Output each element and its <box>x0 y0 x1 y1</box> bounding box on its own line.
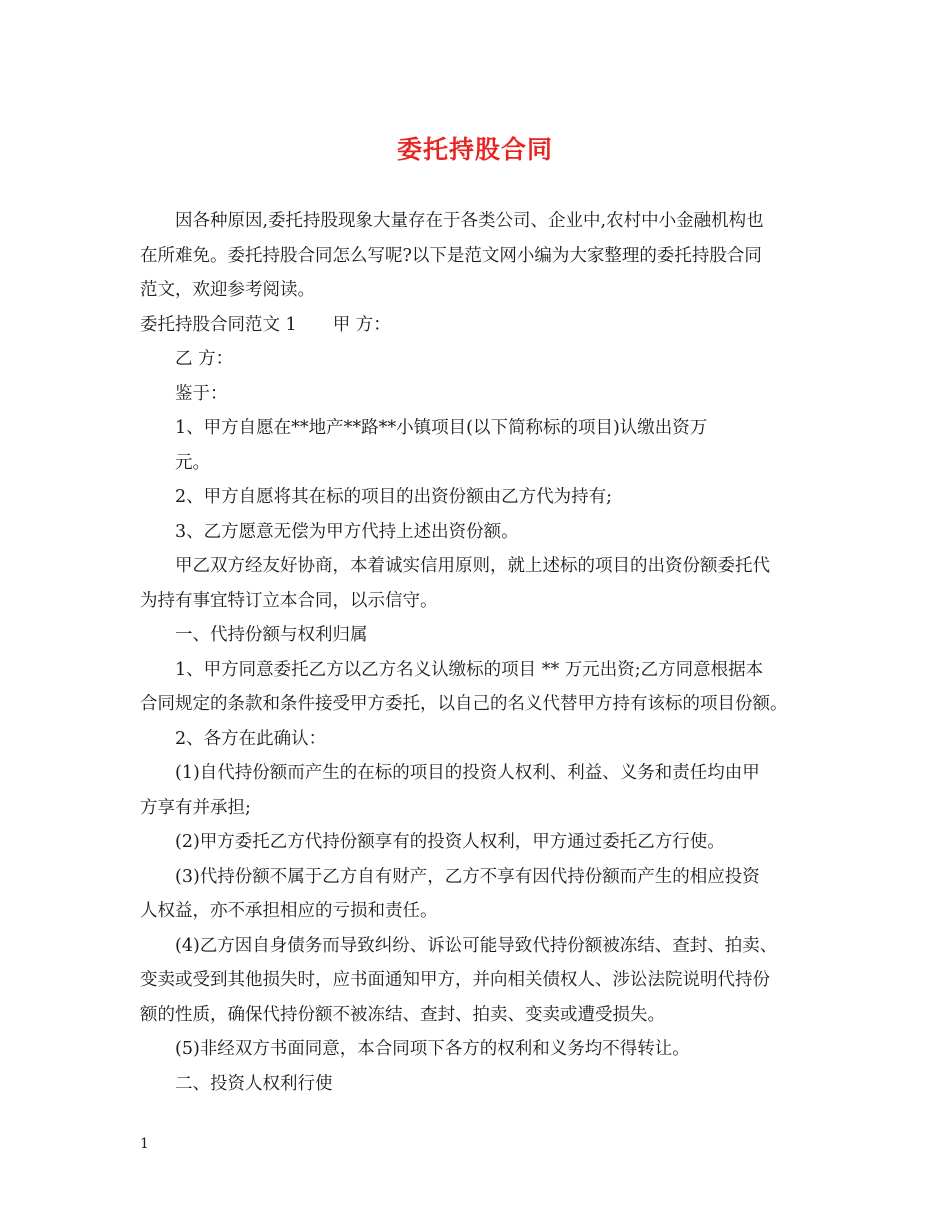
paragraph-line: (3)代持份额不属于乙方自有财产，乙方不享有因代持份额而产生的相应投资 <box>175 866 760 887</box>
party-b-label: 乙 方： <box>175 349 234 369</box>
paragraph-line: (2)甲方委托乙方代持份额享有的投资人权利，甲方通过委托乙方行使。 <box>175 832 725 852</box>
paragraph-line: 1、甲方自愿在**地产**路**小镇项目(以下简称标的项目)认缴出资万 <box>175 418 708 438</box>
party-a-label: 甲 方： <box>332 314 391 335</box>
paragraph-line: 2、甲方自愿将其在标的项目的出资份额由乙方代为持有; <box>175 487 613 507</box>
sample-heading: 委托持股合同范文 1 <box>140 314 297 335</box>
paragraph-line: (4)乙方因自身债务而导致纠纷、诉讼可能导致代持份额被冻结、查封、拍卖、 <box>175 935 778 956</box>
paragraph-line: 变卖或受到其他损失时，应书面通知甲方，并向相关债权人、涉讼法院说明代持份 <box>140 970 770 990</box>
paragraph-line: 1、甲方同意委托乙方以乙方名义认缴标的项目 ** 万元出资;乙方同意根据本 <box>175 659 764 680</box>
paragraph-line: 范文，欢迎参考阅读。 <box>140 280 315 300</box>
paragraph-line: (1)自代持份额而产生的在标的项目的投资人权利、利益、义务和责任均由甲 <box>175 763 760 783</box>
paragraph-line: 2、各方在此确认： <box>175 728 327 749</box>
document-title: 委托持股合同 <box>396 135 553 164</box>
paragraph-line: (5)非经双方书面同意，本合同项下各方的权利和义务均不得转让。 <box>175 1039 690 1059</box>
paragraph-line: 3、乙方愿意无偿为甲方代持上述出资份额。 <box>175 521 519 542</box>
page-number: 1 <box>140 1136 149 1152</box>
paragraph-line: 甲乙双方经友好协商，本着诚实信用原则，就上述标的项目的出资份额委托代 <box>175 556 770 576</box>
section-heading: 一、代持份额与权利归属 <box>175 625 368 645</box>
section-heading: 二、投资人权利行使 <box>175 1073 333 1094</box>
paragraph-line: 在所难免。委托持股合同怎么写呢?以下是范文网小编为大家整理的委托持股合同 <box>140 245 762 266</box>
paragraph-line: 方享有并承担; <box>140 797 251 818</box>
whereas-label: 鉴于： <box>175 383 228 404</box>
paragraph-line: 元。 <box>175 452 210 473</box>
paragraph-line: 人权益，亦不承担相应的亏损和责任。 <box>140 901 438 921</box>
paragraph-line: 因各种原因,委托持股现象大量存在于各类公司、企业中,农村中小金融机构也 <box>175 211 764 231</box>
paragraph-line: 合同规定的条款和条件接受甲方委托，以自己的名义代替甲方持有该标的项目份额。 <box>140 694 788 714</box>
paragraph-line: 额的性质，确保代持份额不被冻结、查封、拍卖、变卖或遭受损失。 <box>140 1004 665 1025</box>
document-body <box>140 204 830 1101</box>
paragraph-line: 为持有事宜特订立本合同，以示信守。 <box>140 590 438 611</box>
sample-heading-line <box>140 308 830 343</box>
